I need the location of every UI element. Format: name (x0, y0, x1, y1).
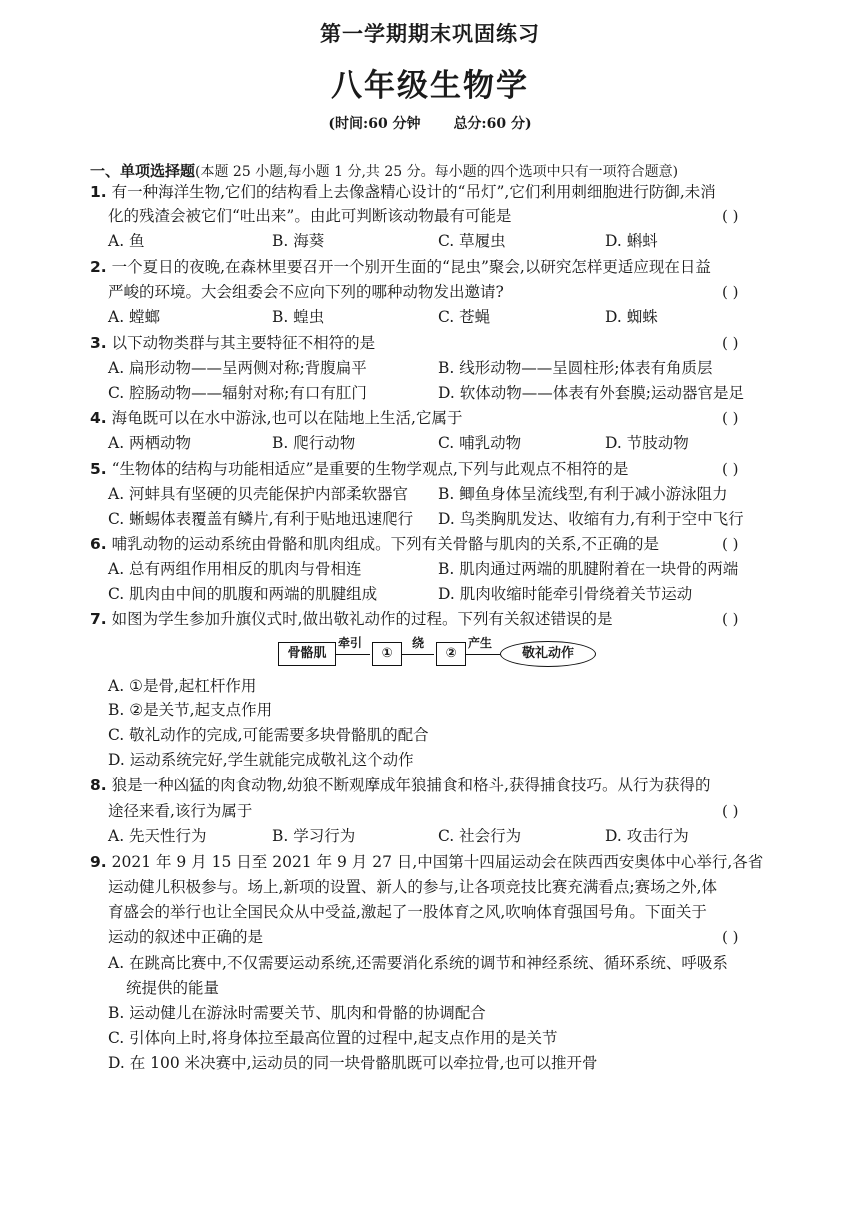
option-c: C. 蜥蜴体表覆盖有鳞片,有利于贴地迅速爬行 (108, 510, 414, 528)
answer-blank: ( ) (722, 928, 739, 946)
answer-blank: ( ) (722, 535, 739, 553)
option-d: D. 肌肉收缩时能牵引骨绕着关节运动 (438, 585, 693, 603)
question-text: 2021 年 9 月 15 日至 2021 年 9 月 27 日,中国第十四届运动会在陕西西安奥体中心举行,各省 (111, 853, 764, 871)
option-a-cont: 统提供的能量 (126, 979, 220, 997)
question-number: 5. (90, 460, 107, 478)
question-text: 一个夏日的夜晚,在森林里要召开一个别开生面的“昆虫”聚会,以研究怎样更适应现在日益 (111, 258, 711, 276)
option-d: D. 运动系统完好,学生就能完成敬礼这个动作 (108, 751, 414, 769)
question-5-options-row2 (108, 507, 778, 531)
question-2-text-cont: 严峻的环境。大会组委会不应向下列的哪种动物发出邀请? (108, 283, 504, 301)
question-number: 7. (90, 610, 107, 628)
option-c: C. 引体向上时,将身体拉至最高位置的过程中,起支点作用的是关节 (108, 1029, 558, 1047)
question-2-options (108, 305, 778, 329)
arrow-line-1 (336, 654, 370, 655)
circle-2-box: ② (436, 642, 466, 666)
answer-blank: ( ) (722, 610, 739, 628)
question-9-text-cont: 运动的叙述中正确的是 (108, 928, 264, 946)
question-9-text-cont: 运动健儿积极参与。场上,新项的设置、新人的参与,让各项竞技比赛充满看点;赛场之外,体 (108, 878, 718, 896)
option-b: B. 运动健儿在游泳时需要关节、肌肉和骨骼的协调配合 (108, 1004, 486, 1022)
question-2 (90, 255, 780, 279)
arrow-label-around: 绕 (412, 636, 425, 650)
section-note: (本题 25 小题,每小题 1 分,共 25 分。每小题的四个选项中只有一项符合题意) (195, 164, 679, 180)
exam-subtitle: 第一学期期末巩固练习 (320, 22, 540, 46)
time-limit: (时间:60 分钟 (328, 116, 421, 132)
answer-blank: ( ) (722, 409, 739, 427)
question-3 (90, 331, 780, 355)
circle-1-box: ① (372, 642, 402, 666)
option-b: B. 海葵 (272, 232, 325, 250)
exam-info (0, 113, 860, 133)
question-1-text-cont: 化的残渣会被它们“吐出来”。由此可判断该动物最有可能是 (108, 207, 512, 225)
option-c: C. 草履虫 (438, 232, 506, 250)
option-b: B. 鲫鱼身体呈流线型,有利于减小游泳阻力 (438, 485, 728, 503)
question-6 (90, 532, 780, 556)
option-b: B. 线形动物——呈圆柱形;体表有角质层 (438, 359, 713, 377)
option-c: C. 苍蝇 (438, 308, 491, 326)
option-a: A. 螳螂 (108, 308, 161, 326)
total-score: 总分:60 分) (453, 116, 532, 132)
option-c: C. 腔肠动物——辐射对称;有口有肛门 (108, 384, 367, 402)
option-b: B. 学习行为 (272, 827, 356, 845)
option-c: C. 肌肉由中间的肌腹和两端的肌腱组成 (108, 585, 378, 603)
question-8-options (108, 824, 778, 848)
option-c: C. 哺乳动物 (438, 434, 522, 452)
section-title: 一、单项选择题 (90, 162, 196, 180)
option-d: D. 节肢动物 (605, 434, 689, 452)
question-text: 有一种海洋生物,它们的结构看上去像盏精心设计的“吊灯”,它们利用刺细胞进行防御,未消 (111, 183, 716, 201)
exam-title: 八年级生物学 (331, 68, 529, 104)
arrow-label-pull: 牵引 (338, 636, 363, 650)
question-number: 3. (90, 334, 107, 352)
question-text: 以下动物类群与其主要特征不相符的是 (111, 334, 376, 352)
option-a: A. 先天性行为 (108, 827, 207, 845)
option-a: A. ①是骨,起杠杆作用 (108, 677, 257, 695)
arrow-line-2 (402, 654, 434, 655)
option-b: B. 肌肉通过两端的肌腱附着在一块骨的两端 (438, 560, 739, 578)
question-3-options-row1 (108, 356, 778, 380)
answer-blank: ( ) (722, 460, 739, 478)
question-text: 哺乳动物的运动系统由骨骼和肌肉组成。下列有关骨骼与肌肉的关系,不正确的是 (111, 535, 660, 553)
option-a: A. 总有两组作用相反的肌肉与骨相连 (108, 560, 362, 578)
question-number: 4. (90, 409, 107, 427)
arrow-label-produce: 产生 (468, 636, 493, 650)
question-number: 9. (90, 853, 107, 871)
option-c: C. 社会行为 (438, 827, 522, 845)
question-number: 6. (90, 535, 107, 553)
question-text: “生物体的结构与功能相适应”是重要的生物学观点,下列与此观点不相符的是 (111, 460, 629, 478)
option-d: D. 攻击行为 (605, 827, 689, 845)
answer-blank: ( ) (722, 207, 739, 225)
option-d: D. 蜘蛛 (605, 308, 658, 326)
answer-blank: ( ) (722, 802, 739, 820)
option-d: D. 鸟类胸肌发达、收缩有力,有利于空中飞行 (438, 510, 744, 528)
question-8-text-cont: 途径来看,该行为属于 (108, 802, 253, 820)
question-9 (90, 850, 780, 874)
salute-process-diagram (278, 634, 598, 674)
question-3-options-row2 (108, 381, 778, 405)
arrow-line-3 (466, 654, 500, 655)
option-a: A. 在跳高比赛中,不仅需要运动系统,还需要消化系统的调节和神经系统、循环系统、呼吸系 (108, 954, 728, 972)
question-6-options-row1 (108, 557, 778, 581)
option-b: B. 蝗虫 (272, 308, 325, 326)
question-text: 海龟既可以在水中游泳,也可以在陆地上生活,它属于 (111, 409, 463, 427)
option-b: B. 爬行动物 (272, 434, 356, 452)
option-d: D. 在 100 米决赛中,运动员的同一块骨骼肌既可以牵拉骨,也可以推开骨 (108, 1054, 598, 1072)
question-6-options-row2 (108, 582, 778, 606)
question-8 (90, 773, 780, 797)
answer-blank: ( ) (722, 283, 739, 301)
option-c: C. 敬礼动作的完成,可能需要多块骨骼肌的配合 (108, 726, 429, 744)
question-number: 1. (90, 183, 107, 201)
salute-action-oval: 敬礼动作 (500, 641, 596, 667)
question-4 (90, 406, 780, 430)
question-7 (90, 607, 780, 631)
question-1-options (108, 229, 778, 253)
option-d: D. 软体动物——体表有外套膜;运动器官是足 (438, 384, 744, 402)
answer-blank: ( ) (722, 334, 739, 352)
question-5-options-row1 (108, 482, 778, 506)
question-text: 如图为学生参加升旗仪式时,做出敬礼动作的过程。下列有关叙述错误的是 (111, 610, 613, 628)
option-d: D. 蝌蚪 (605, 232, 658, 250)
option-b: B. ②是关节,起支点作用 (108, 701, 273, 719)
question-9-text-cont: 育盛会的举行也让全国民众从中受益,激起了一股体育之风,吹响体育强国号角。下面关于 (108, 903, 707, 921)
question-number: 2. (90, 258, 107, 276)
option-a: A. 两栖动物 (108, 434, 192, 452)
option-a: A. 河蚌具有坚硬的贝壳能保护内部柔软器官 (108, 485, 409, 503)
question-4-options (108, 431, 778, 455)
option-a: A. 扁形动物——呈两侧对称;背腹扁平 (108, 359, 367, 377)
option-a: A. 鱼 (108, 232, 145, 250)
question-1 (90, 180, 780, 204)
question-text: 狼是一种凶猛的肉食动物,幼狼不断观摩成年狼捕食和格斗,获得捕食技巧。从行为获得的 (111, 776, 711, 794)
skeletal-muscle-box: 骨骼肌 (278, 642, 336, 666)
question-5 (90, 457, 780, 481)
question-number: 8. (90, 776, 107, 794)
section-heading (90, 160, 780, 181)
